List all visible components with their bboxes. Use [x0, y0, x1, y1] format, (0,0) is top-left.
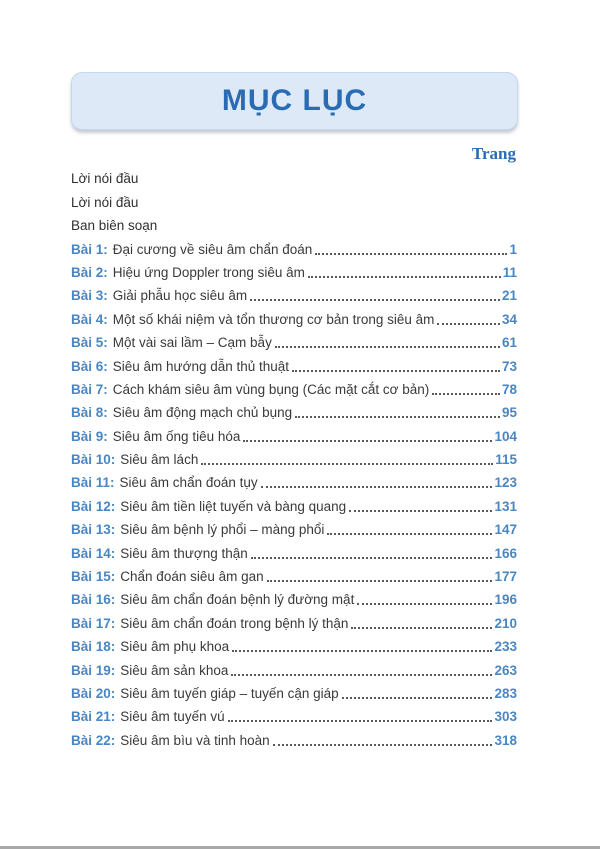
toc-entry-label: Bài 14:	[71, 545, 116, 561]
toc-entry-label: Bài 10:	[71, 452, 116, 468]
toc-entry	[71, 657, 517, 680]
toc-entry-page: 263	[494, 662, 517, 678]
toc-entry-title: Đại cương về siêu âm chẩn đoán	[112, 241, 313, 257]
dot-leader	[228, 720, 493, 722]
toc-entry-page: 303	[494, 709, 517, 725]
toc-entry-title: Siêu âm chẩn đoán bệnh lý đường mật	[120, 592, 355, 608]
toc-entry-title: Siêu âm bệnh lý phổi – màng phổi	[120, 522, 325, 538]
toc-entry-label: Bài 8:	[71, 405, 108, 421]
toc-entry-title: Siêu âm phụ khoa	[120, 639, 230, 655]
dot-leader	[351, 627, 492, 629]
dot-leader	[273, 744, 493, 746]
page-column-header: Trang	[471, 144, 516, 163]
dot-leader	[357, 603, 492, 605]
toc-entry-page: 1	[509, 241, 517, 257]
toc-entry-page: 210	[494, 615, 517, 631]
toc-entry-page: 21	[501, 288, 517, 304]
toc-entry-title: Cách khám siêu âm vùng bụng (Các mặt cắt cơ bản)	[112, 381, 430, 397]
toc-entry-label: Bài 7:	[71, 381, 108, 397]
dot-leader	[267, 580, 493, 582]
page-title-box	[71, 72, 518, 130]
toc-entry-label: Bài 17:	[71, 615, 116, 631]
toc-list	[71, 166, 517, 751]
toc-entry	[71, 634, 517, 657]
toc-entry	[71, 540, 517, 563]
toc-entry-label: Bài 22:	[71, 732, 116, 748]
dot-leader	[275, 346, 500, 348]
toc-entry-title: Chẩn đoán siêu âm gan	[120, 569, 264, 585]
dot-leader	[437, 323, 500, 325]
front-matter-title: Lời nói đầu	[71, 194, 139, 210]
toc-entry	[71, 610, 517, 633]
toc-entry-label: Bài 3:	[71, 288, 108, 304]
front-matter-title: Ban biên soạn	[71, 218, 158, 234]
dot-leader	[243, 440, 492, 442]
toc-entry-title: Siêu âm bìu và tinh hoàn	[120, 732, 270, 748]
toc-entry-label: Bài 5:	[71, 335, 108, 351]
dot-leader	[232, 650, 492, 652]
toc-entry	[71, 704, 517, 727]
dot-leader	[349, 510, 492, 512]
toc-entry-label: Bài 16:	[71, 592, 116, 608]
toc-entry-label: Bài 11:	[71, 475, 115, 491]
dot-leader	[432, 393, 500, 395]
toc-entry	[71, 377, 517, 400]
toc-entry	[71, 236, 517, 259]
toc-entry-title: Siêu âm ống tiêu hóa	[112, 428, 241, 444]
dot-leader	[342, 697, 493, 699]
toc-entry	[71, 423, 517, 446]
toc-entry-page: 123	[494, 475, 517, 491]
toc-entry	[71, 353, 517, 376]
toc-entry-title: Siêu âm tuyến giáp – tuyến cận giáp	[120, 685, 339, 701]
page-title: MỤC LỤC	[221, 84, 368, 117]
toc-entry-title: Giải phẫu học siêu âm	[112, 288, 248, 304]
toc-entry-label: Bài 1:	[71, 241, 108, 257]
front-matter-row	[71, 213, 517, 236]
toc-entry-title: Siêu âm sản khoa	[120, 662, 229, 678]
toc-entry-label: Bài 4:	[71, 311, 108, 327]
toc-entry-title: Siêu âm chẩn đoán trong bệnh lý thận	[120, 615, 349, 631]
toc-entry-title: Siêu âm thượng thận	[120, 545, 248, 561]
toc-entry-page: 147	[494, 522, 517, 538]
toc-entry-title: Một vài sai lầm – Cạm bẫy	[112, 335, 272, 351]
toc-entry	[71, 306, 517, 329]
toc-entry-label: Bài 13:	[71, 522, 116, 538]
dot-leader	[251, 557, 493, 559]
toc-entry	[71, 330, 517, 353]
front-matter-row	[71, 166, 517, 189]
toc-entry-page: 177	[494, 569, 517, 585]
dot-leader	[327, 533, 492, 535]
toc-entry-page: 73	[501, 358, 517, 374]
toc-entry-label: Bài 12:	[71, 498, 116, 514]
front-matter-row	[71, 189, 517, 212]
toc-entry-page: 115	[495, 452, 517, 468]
toc-entry-page: 318	[494, 732, 517, 748]
toc-entry-page: 34	[501, 311, 517, 327]
toc-entry-label: Bài 2:	[71, 264, 108, 280]
toc-entry	[71, 260, 517, 283]
toc-entry	[71, 493, 517, 516]
toc-entry-title: Hiệu ứng Doppler trong siêu âm	[112, 264, 305, 280]
dot-leader	[292, 370, 500, 372]
toc-entry	[71, 564, 517, 587]
toc-entry-label: Bài 9:	[71, 428, 108, 444]
toc-entry	[71, 517, 517, 540]
toc-entry-page: 166	[494, 545, 517, 561]
toc-entry-label: Bài 20:	[71, 685, 116, 701]
toc-entry-label: Bài 6:	[71, 358, 108, 374]
toc-entry-page: 131	[494, 498, 517, 514]
dot-leader	[231, 674, 492, 676]
toc-entry-page: 196	[494, 592, 517, 608]
toc-entry-page: 11	[502, 264, 517, 280]
toc-entry-page: 233	[494, 639, 517, 655]
toc-entry-label: Bài 15:	[71, 569, 116, 585]
toc-entry	[71, 283, 517, 306]
dot-leader	[315, 253, 507, 255]
dot-leader	[295, 416, 500, 418]
toc-entry	[71, 447, 517, 470]
dot-leader	[201, 463, 493, 465]
front-matter-title: Lời nói đầu	[71, 171, 139, 187]
toc-entry	[71, 681, 517, 704]
toc-entry-title: Siêu âm động mạch chủ bụng	[112, 405, 293, 421]
toc-entry	[71, 400, 517, 423]
toc-entry	[71, 727, 517, 750]
dot-leader	[308, 276, 501, 278]
toc-entry-title: Siêu âm tiền liệt tuyến và bàng quang	[120, 498, 347, 514]
toc-entry-label: Bài 18:	[71, 639, 116, 655]
toc-entry-title: Một số khái niệm và tổn thương cơ bản trong siêu âm	[112, 311, 435, 327]
toc-entry-page: 95	[501, 405, 517, 421]
toc-entry	[71, 470, 517, 493]
toc-entry-page: 104	[494, 428, 517, 444]
toc-entry-title: Siêu âm chẩn đoán tụy	[119, 475, 258, 491]
toc-entry-label: Bài 19:	[71, 662, 116, 678]
toc-entry-title: Siêu âm lách	[120, 452, 199, 468]
toc-entry-page: 78	[501, 381, 517, 397]
dot-leader	[250, 299, 500, 301]
toc-entry-title: Siêu âm hướng dẫn thủ thuật	[112, 358, 290, 374]
toc-entry-page: 283	[494, 685, 517, 701]
dot-leader	[261, 486, 493, 488]
toc-entry	[71, 587, 517, 610]
toc-entry-label: Bài 21:	[71, 709, 116, 725]
toc-entry-page: 61	[501, 335, 517, 351]
toc-entry-title: Siêu âm tuyến vú	[120, 709, 225, 725]
